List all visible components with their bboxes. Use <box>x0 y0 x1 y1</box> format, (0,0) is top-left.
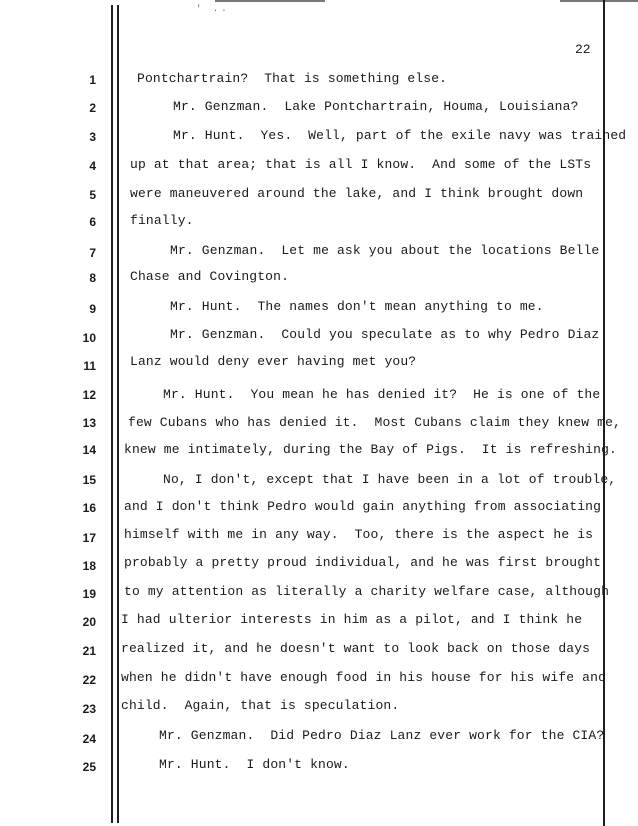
transcript-line: Lanz would deny ever having met you? <box>130 354 417 369</box>
line-number: 4 <box>89 159 96 173</box>
transcript-line: were maneuvered around the lake, and I think brought down <box>130 186 584 201</box>
page-specks: ' .. <box>196 4 230 14</box>
line-number: 23 <box>82 702 96 716</box>
transcript-line: when he didn't have enough food in his house for his wife and <box>121 670 607 685</box>
top-edge-mark <box>215 0 325 2</box>
transcript-line: few Cubans who has denied it. Most Cubans claim they knew me, <box>128 415 621 430</box>
transcript-line: Mr. Hunt. The names don't mean anything to me. <box>170 299 544 314</box>
transcript-line: Mr. Hunt. You mean he has denied it? He is one of the <box>163 387 601 402</box>
line-number: 22 <box>82 673 96 687</box>
line-number: 14 <box>82 443 96 457</box>
transcript-line: Mr. Genzman. Could you speculate as to why Pedro Diaz <box>170 327 600 342</box>
transcript-line: No, I don't, except that I have been in a lot of trouble, <box>163 472 617 487</box>
transcript-line: Pontchartrain? That is something else. <box>137 71 448 86</box>
transcript-line: child. Again, that is speculation. <box>121 698 400 713</box>
line-number: 7 <box>89 246 96 260</box>
line-number: 6 <box>89 215 96 229</box>
line-number: 19 <box>82 587 96 601</box>
line-number: 18 <box>82 559 96 573</box>
line-number: 10 <box>82 331 96 345</box>
transcript-line: Mr. Hunt. Yes. Well, part of the exile navy was trained <box>173 128 627 143</box>
transcript-line: and I don't think Pedro would gain anything from associating <box>124 499 602 514</box>
transcript-line: finally. <box>130 213 194 228</box>
transcript-line: I had ulterior interests in him as a pilot, and I think he <box>121 612 583 627</box>
page-number: 22 <box>575 42 591 57</box>
transcript-line: Mr. Hunt. I don't know. <box>159 757 350 772</box>
line-number: 5 <box>89 188 96 202</box>
transcript-line: himself with me in any way. Too, there is the aspect he is <box>124 527 594 542</box>
line-number: 21 <box>82 644 96 658</box>
line-number: 16 <box>82 501 96 515</box>
transcript-line: Mr. Genzman. Let me ask you about the locations Belle <box>170 243 600 258</box>
top-edge-mark <box>560 0 638 2</box>
transcript-line: Mr. Genzman. Lake Pontchartrain, Houma, Louisiana? <box>173 99 579 114</box>
transcript-line: realized it, and he doesn't want to look back on those days <box>121 641 591 656</box>
line-number: 12 <box>82 388 96 402</box>
left-margin-rule-inner <box>117 5 119 823</box>
line-number: 11 <box>83 359 96 373</box>
line-number: 24 <box>82 732 96 746</box>
line-number: 2 <box>89 101 96 115</box>
transcript-line: knew me intimately, during the Bay of Pigs. It is refreshing. <box>124 442 617 457</box>
right-margin-rule <box>603 0 605 826</box>
line-number: 20 <box>82 615 96 629</box>
transcript-line: probably a pretty proud individual, and he was first brought <box>124 555 602 570</box>
transcript-line: to my attention as literally a charity welfare case, although <box>124 584 610 599</box>
line-number: 25 <box>82 760 96 774</box>
line-number: 17 <box>82 531 96 545</box>
line-number: 1 <box>89 73 96 87</box>
transcript-line: up at that area; that is all I know. And some of the LSTs <box>130 157 592 172</box>
line-number: 13 <box>82 416 96 430</box>
line-number: 8 <box>89 271 96 285</box>
line-number: 15 <box>82 473 96 487</box>
line-number: 9 <box>89 302 96 316</box>
transcript-line: Mr. Genzman. Did Pedro Diaz Lanz ever work for the CIA? <box>159 728 605 743</box>
left-margin-rule <box>111 5 113 823</box>
transcript-line: Chase and Covington. <box>130 269 290 284</box>
line-number: 3 <box>89 130 96 144</box>
